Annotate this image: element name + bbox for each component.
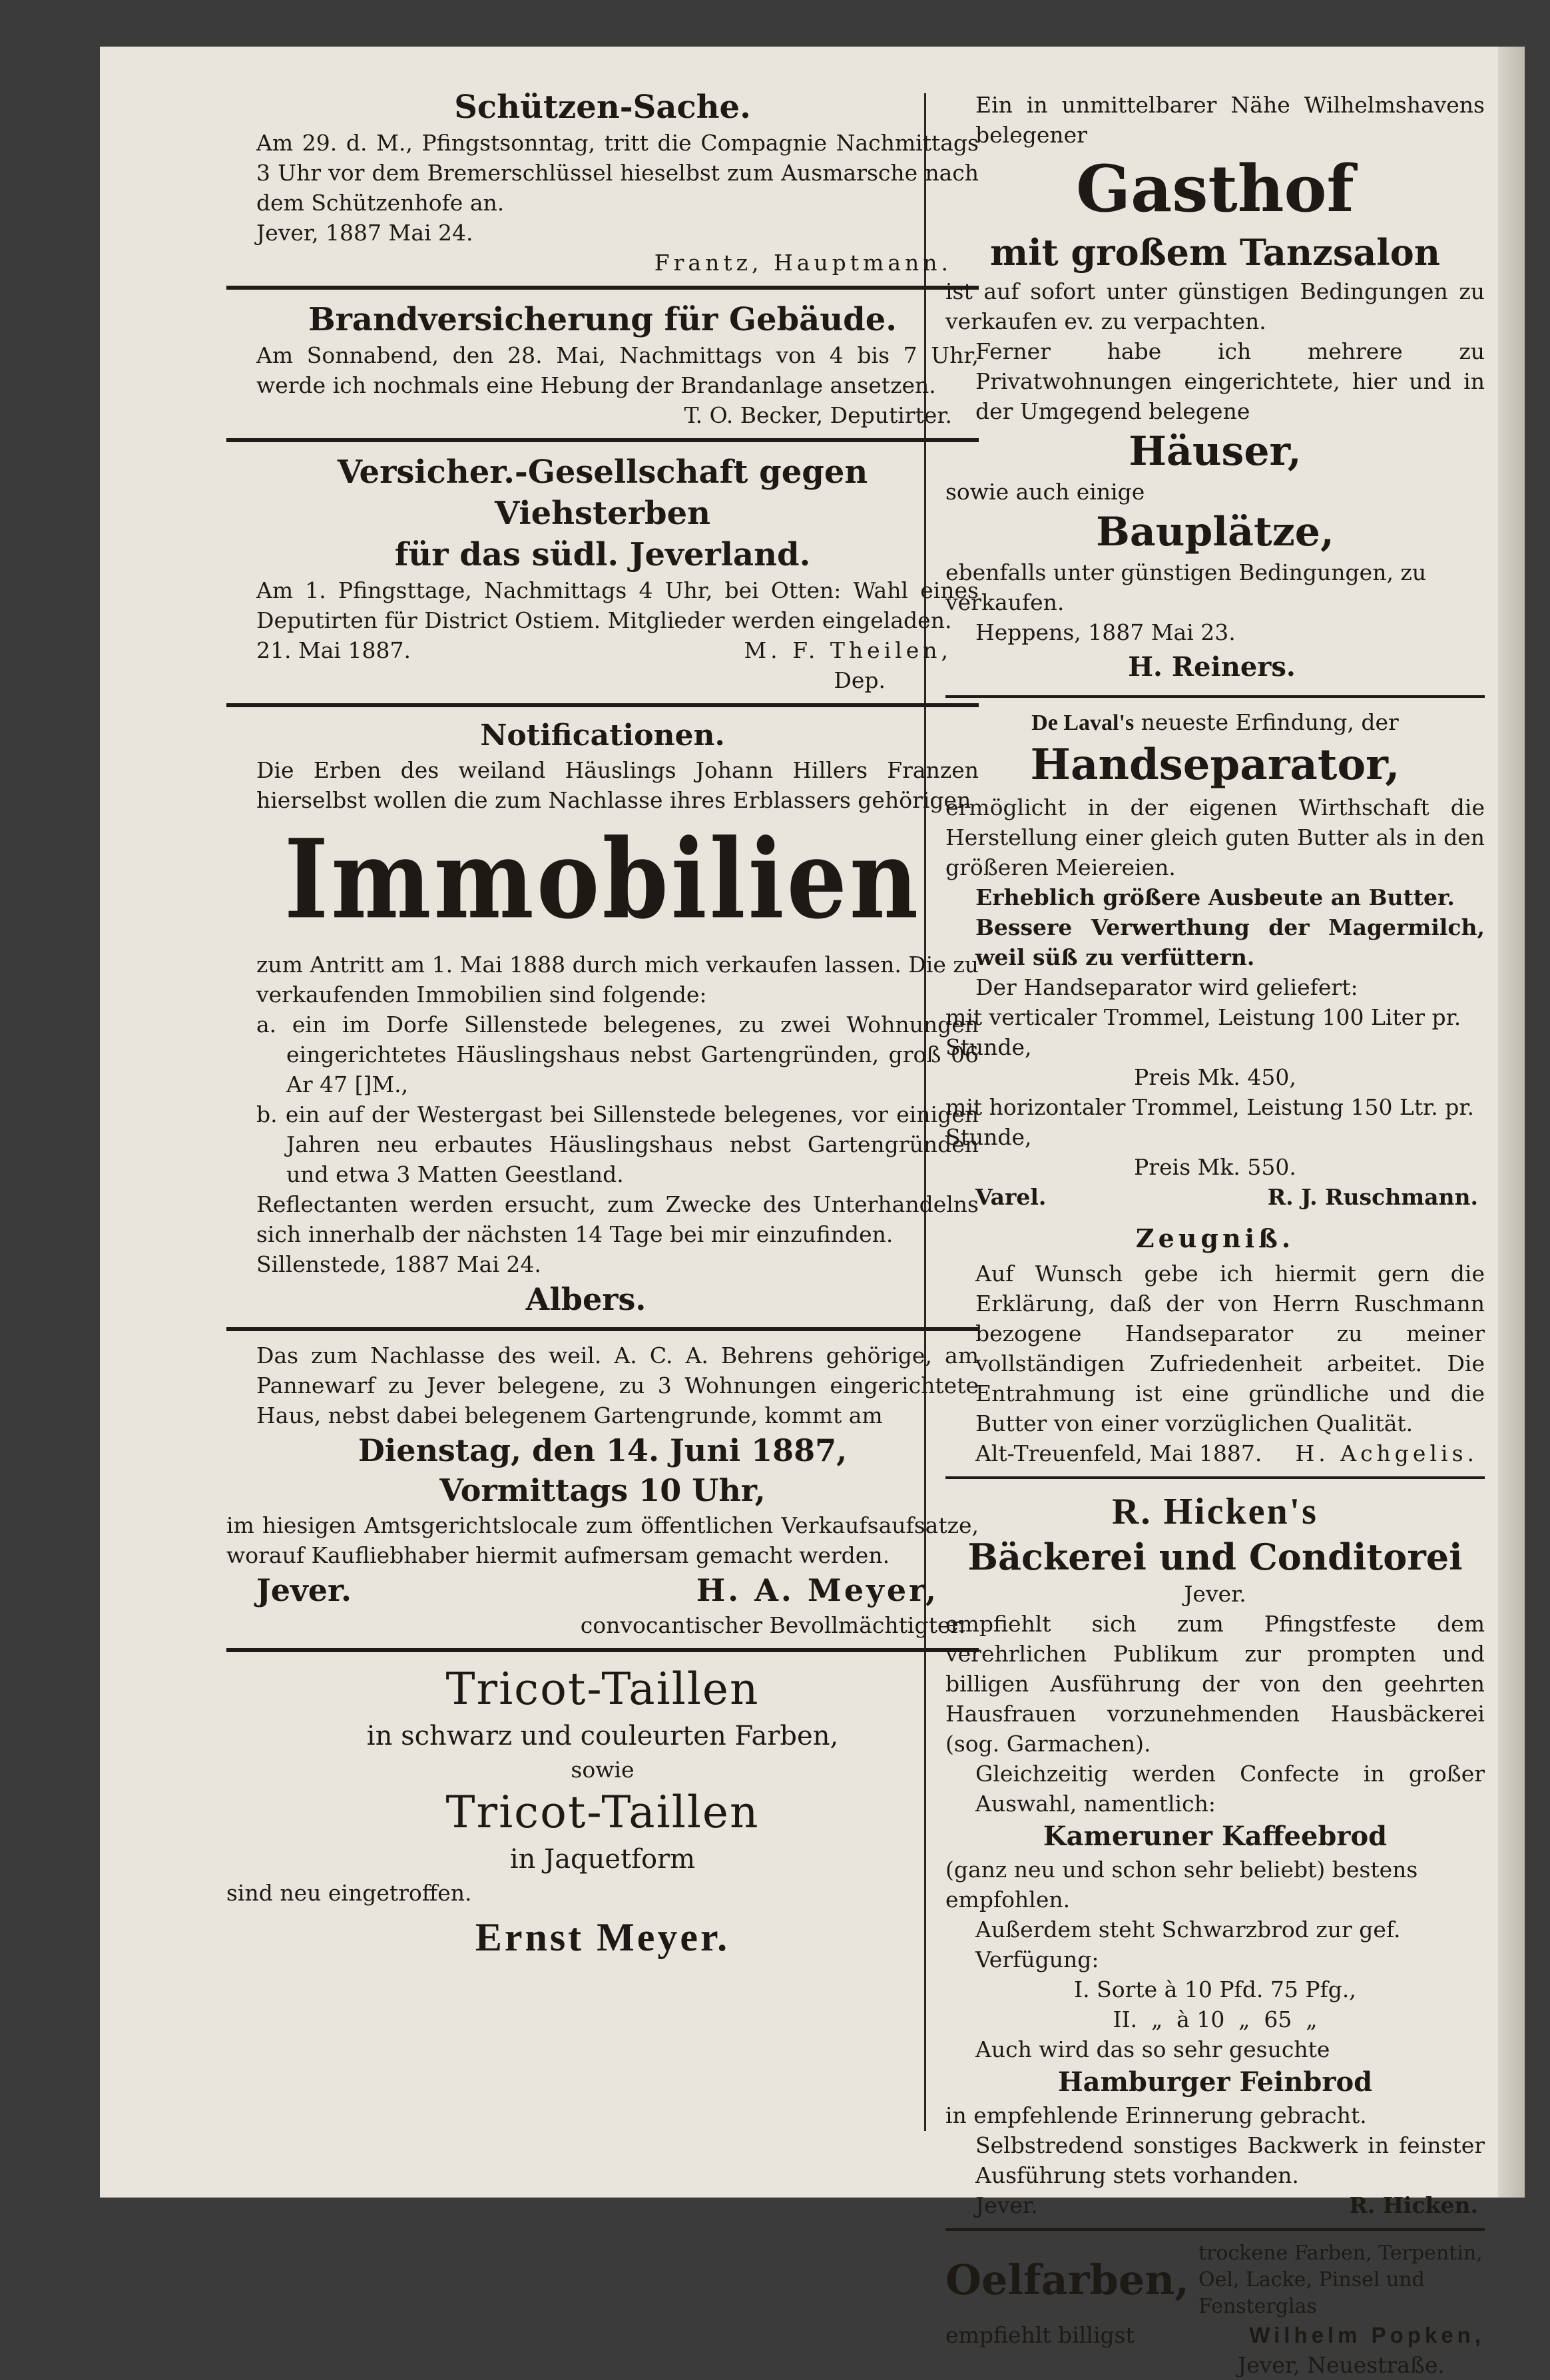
divider-rule	[226, 438, 979, 442]
ad-viehsterben	[226, 451, 979, 695]
ad-title: R. Hicken's	[1112, 1491, 1318, 1532]
ad-sowie: sowie auch einige	[945, 479, 1145, 505]
ad-body: ist auf sofort unter günstigen Bedingungen zu verkaufen ev. zu verpachten.	[945, 278, 1485, 334]
ad-intro: Ein in unmittelbarer Nähe Wilhelmshavens belegener	[975, 92, 1485, 148]
ad-body: Am Sonnabend, den 28. Mai, Nachmittags von 4 bis 7 Uhr, werde ich nochmals eine Hebung der Brandanlage ansetzen.	[256, 342, 979, 398]
ad-header	[945, 2240, 1485, 2320]
ad-schwarzbrod: Außerdem steht Schwarzbrod zur gef. Verfügung:	[975, 1917, 1401, 1972]
ad-signature-title: Dep.	[834, 667, 886, 693]
ad-price-1: Preis Mk. 450,	[1134, 1064, 1296, 1090]
ad-body-2: Ferner habe ich mehrere zu Privatwohnungen eingerichtete, hier und in der Umgegend belegene	[975, 338, 1485, 424]
ad-body-3: ebenfalls unter günstigen Bedingungen, zu verkaufen.	[945, 559, 1427, 615]
page-edge	[1498, 47, 1525, 2198]
divider-rule	[226, 286, 979, 290]
newspaper-page	[100, 47, 1525, 2378]
ad-body: Das zum Nachlasse des weil. A. C. A. Behrens gehörige, am Pannewarf zu Jever belegene, zu 3 Wohnungen eingerichtete Haus, nebst dabei belegenem Gartengrunde, kommt am	[256, 1342, 979, 1428]
ad-date: Heppens, 1887 Mai 23.	[975, 619, 1236, 645]
ad-oelfarben	[945, 2240, 1485, 2380]
ad-signature: Wilhelm Popken,	[1249, 2323, 1485, 2347]
ad-title: Brandversicherung für Gebäude.	[308, 301, 897, 338]
divider-rule	[945, 2228, 1485, 2231]
ad-address: Jever, Neuestraße.	[1238, 2352, 1445, 2378]
ad-date-2: Vormittags 10 Uhr,	[439, 1472, 766, 1508]
ad-date: Jever, 1887 Mai 24.	[256, 220, 473, 246]
ad-signature: R. Hicken.	[1349, 2192, 1478, 2218]
divider-rule	[226, 1648, 979, 1652]
ad-signature: H. Reiners.	[1128, 651, 1296, 683]
ad-signature-title: convocantischer Bevollmächtigter.	[580, 1612, 965, 1638]
ad-haeuser: Häuser,	[1129, 428, 1302, 475]
ad-bauplaetze: Bauplätze,	[1096, 509, 1334, 555]
ad-subtitle: mit großem Tanzsalon	[989, 231, 1441, 274]
ad-description: trockene Farben, Terpentin, Oel, Lacke, Pinsel und Fensterglas	[1198, 2241, 1483, 2318]
ad-date-1: Dienstag, den 14. Juni 1887,	[358, 1432, 848, 1468]
ad-signature: T. O. Becker, Deputirter.	[684, 402, 952, 428]
ad-hicken	[945, 1488, 1485, 2220]
ad-title: Schützen-Sache.	[454, 89, 751, 126]
ad-erinnerung: in empfehlende Erinnerung gebracht.	[945, 2102, 1367, 2128]
ad-line-2: in Jaquetform	[509, 1844, 696, 1875]
ad-subtitle: Bäckerei und Conditorei	[967, 1536, 1463, 1578]
ad-place: Jever.	[975, 2192, 1038, 2218]
ad-body: empfiehlt sich zum Pfingstfeste dem verehrlichen Publikum zur prompten und billigen Ausführung der von den geehrten Hausfrauen vorzunehmenden Hausbäckerei (sog. Garmachen).	[945, 1611, 1485, 1757]
ad-selbstredend: Selbstredend sonstiges Backwerk in feinster Ausführung stets vorhanden.	[975, 2132, 1485, 2188]
ad-line: in schwarz und couleurten Farben,	[366, 1721, 839, 1751]
ad-kameruner: Kameruner Kaffeebrod	[1043, 1821, 1388, 1852]
ad-tricot	[226, 1661, 979, 1960]
ad-body: ermöglicht in der eigenen Wirthschaft die Herstellung einer gleich guten Butter als in den größeren Meiereien.	[945, 794, 1485, 880]
ad-item-b: b. ein auf der Westergast bei Sillenstede belegenes, vor einigen Jahren neu erbautes Häuslingshaus nebst Gartengründen und etwa 3 Matten Geestland.	[256, 1101, 979, 1187]
ad-line-3: sind neu eingetroffen.	[226, 1880, 472, 1906]
ad-footer	[945, 1182, 1485, 1212]
ad-intro	[945, 707, 1485, 738]
ad-place: Jever.	[256, 1572, 352, 1608]
ad-gasthof	[945, 90, 1485, 687]
ad-body-2: im hiesigen Amtsgerichtslocale zum öffentlichen Verkaufsaufsatze, worauf Kaufliebhaber hiermit aufmersam gemacht werden.	[226, 1512, 979, 1568]
ad-signature: R. J. Ruschmann.	[1267, 1184, 1478, 1210]
ad-hamburger: Hamburger Feinbrod	[1057, 2066, 1373, 2098]
ad-signature: H. Achgelis.	[1295, 1440, 1478, 1466]
ad-reflect: Reflectanten werden ersucht, zum Zwecke des Unterhandelns sich innerhalb der nächsten 14 Tage bei mir einzufinden.	[256, 1191, 979, 1247]
ad-schuetzen	[226, 87, 979, 278]
ad-signature: H. A. Meyer,	[696, 1572, 939, 1608]
ad-delivered: Der Handseparator wird geliefert:	[975, 974, 1358, 1000]
ad-title: Tricot-Taillen	[445, 1663, 760, 1715]
ad-date: Sillenstede, 1887 Mai 24.	[256, 1251, 541, 1277]
ad-title: Notificationen.	[480, 719, 725, 752]
ad-title: Oelfarben,	[945, 2255, 1189, 2304]
ad-footer	[945, 1438, 1485, 1468]
right-column	[945, 90, 1485, 2380]
ad-auch: Auch wird das so sehr gesuchte	[975, 2036, 1330, 2062]
ad-footer	[226, 1570, 979, 1610]
ad-signature: Ernst Meyer.	[475, 1915, 730, 1959]
ad-date: 21. Mai 1887.	[256, 637, 411, 663]
ad-option-1: mit verticaler Trommel, Leistung 100 Liter pr. Stunde,	[945, 1004, 1461, 1060]
divider-rule	[226, 703, 979, 707]
ad-body: Am 29. d. M., Pfingstsonntag, tritt die Compagnie Nachmittags 3 Uhr vor dem Bremerschlüssel hieselbst zum Ausmarsche nach dem Schützenhofe an.	[256, 130, 979, 216]
ad-separator	[945, 707, 1485, 1212]
left-column	[226, 87, 979, 1960]
ad-notificationen	[226, 717, 979, 1319]
ad-body: Auf Wunsch gebe ich hiermit gern die Erklärung, daß der von Herrn Ruschmann bezogene Handseparator zu meiner vollständigen Zufriedenheit arbeitet. Die Entrahmung ist eine gründliche und die Butter von einer vorzüglichen Qualität.	[975, 1261, 1485, 1436]
ad-item-a: a. ein im Dorfe Sillenstede belegenes, zu zwei Wohnungen eingerichtetes Häuslingshaus nebst Gartengründen, groß 06 Ar 47 []M.,	[256, 1012, 979, 1097]
ad-intro-text: neueste Erfindung, der	[1134, 709, 1399, 735]
ad-signature: M. F. Theilen,	[744, 637, 952, 663]
ad-footer	[945, 2320, 1485, 2350]
ad-behrens	[226, 1340, 979, 1640]
ad-sorte-2: II. „ à 10 „ 65 „	[1113, 2006, 1318, 2032]
ad-brand: De Laval's	[1031, 711, 1135, 735]
ad-bold-1: Erheblich größere Ausbeute an Butter.	[975, 884, 1455, 910]
ad-recommend: empfiehlt billigst	[945, 2322, 1135, 2348]
ad-option-2: mit horizontaler Trommel, Leistung 150 Ltr. pr. Stunde,	[945, 1094, 1474, 1150]
divider-rule	[226, 1327, 979, 1331]
ad-body-2: Gleichzeitig werden Confecte in großer Auswahl, namentlich:	[975, 1761, 1485, 1817]
ad-place: Jever.	[1184, 1581, 1246, 1607]
ad-body: Am 1. Pfingsttage, Nachmittags 4 Uhr, bei Otten: Wahl eines Deputirten für District Ostiem. Mitglieder werden eingeladen.	[256, 577, 979, 633]
ad-sorte-1: I. Sorte à 10 Pfd. 75 Pfg.,	[1074, 1976, 1356, 2002]
ad-title: Handseparator,	[1030, 740, 1400, 790]
ad-body: zum Antritt am 1. Mai 1888 durch mich verkaufen lassen. Die zu verkaufenden Immobilien sind folgende:	[256, 952, 979, 1008]
divider-rule	[945, 1476, 1485, 1479]
ad-brandversicherung	[226, 299, 979, 430]
ad-subtitle: für das südl. Jeverland.	[394, 536, 811, 573]
ad-title: Gasthof	[1076, 151, 1354, 226]
ad-title: Zeugniß.	[1135, 1223, 1295, 1253]
ad-kameruner-note: (ganz neu und schon sehr beliebt) bestens empfohlen.	[945, 1857, 1418, 1913]
ad-date: Alt-Treuenfeld, Mai 1887.	[975, 1440, 1262, 1466]
ad-headline: Immobilien	[284, 816, 921, 944]
ad-footer	[945, 2190, 1485, 2220]
ad-bold-2: Bessere Verwerthung der Magermilch, weil süß zu verfüttern.	[975, 914, 1485, 970]
ad-title: Versicher.-Gesellschaft gegen Viehsterben	[337, 453, 868, 532]
ad-footer	[226, 635, 979, 665]
divider-rule	[945, 695, 1485, 698]
ad-price-2: Preis Mk. 550.	[1134, 1154, 1296, 1180]
ad-sowie: sowie	[571, 1757, 635, 1783]
ad-place: Varel.	[975, 1184, 1047, 1210]
ad-zeugnis	[945, 1219, 1485, 1468]
ad-intro: Die Erben des weiland Häuslings Johann Hillers Franzen hierselbst wollen die zum Nachlasse ihres Erblassers gehörigen	[256, 757, 979, 813]
ad-title-2: Tricot-Taillen	[445, 1787, 760, 1838]
ad-signature: Albers.	[525, 1281, 646, 1317]
ad-signature: Frantz, Hauptmann.	[654, 250, 952, 276]
